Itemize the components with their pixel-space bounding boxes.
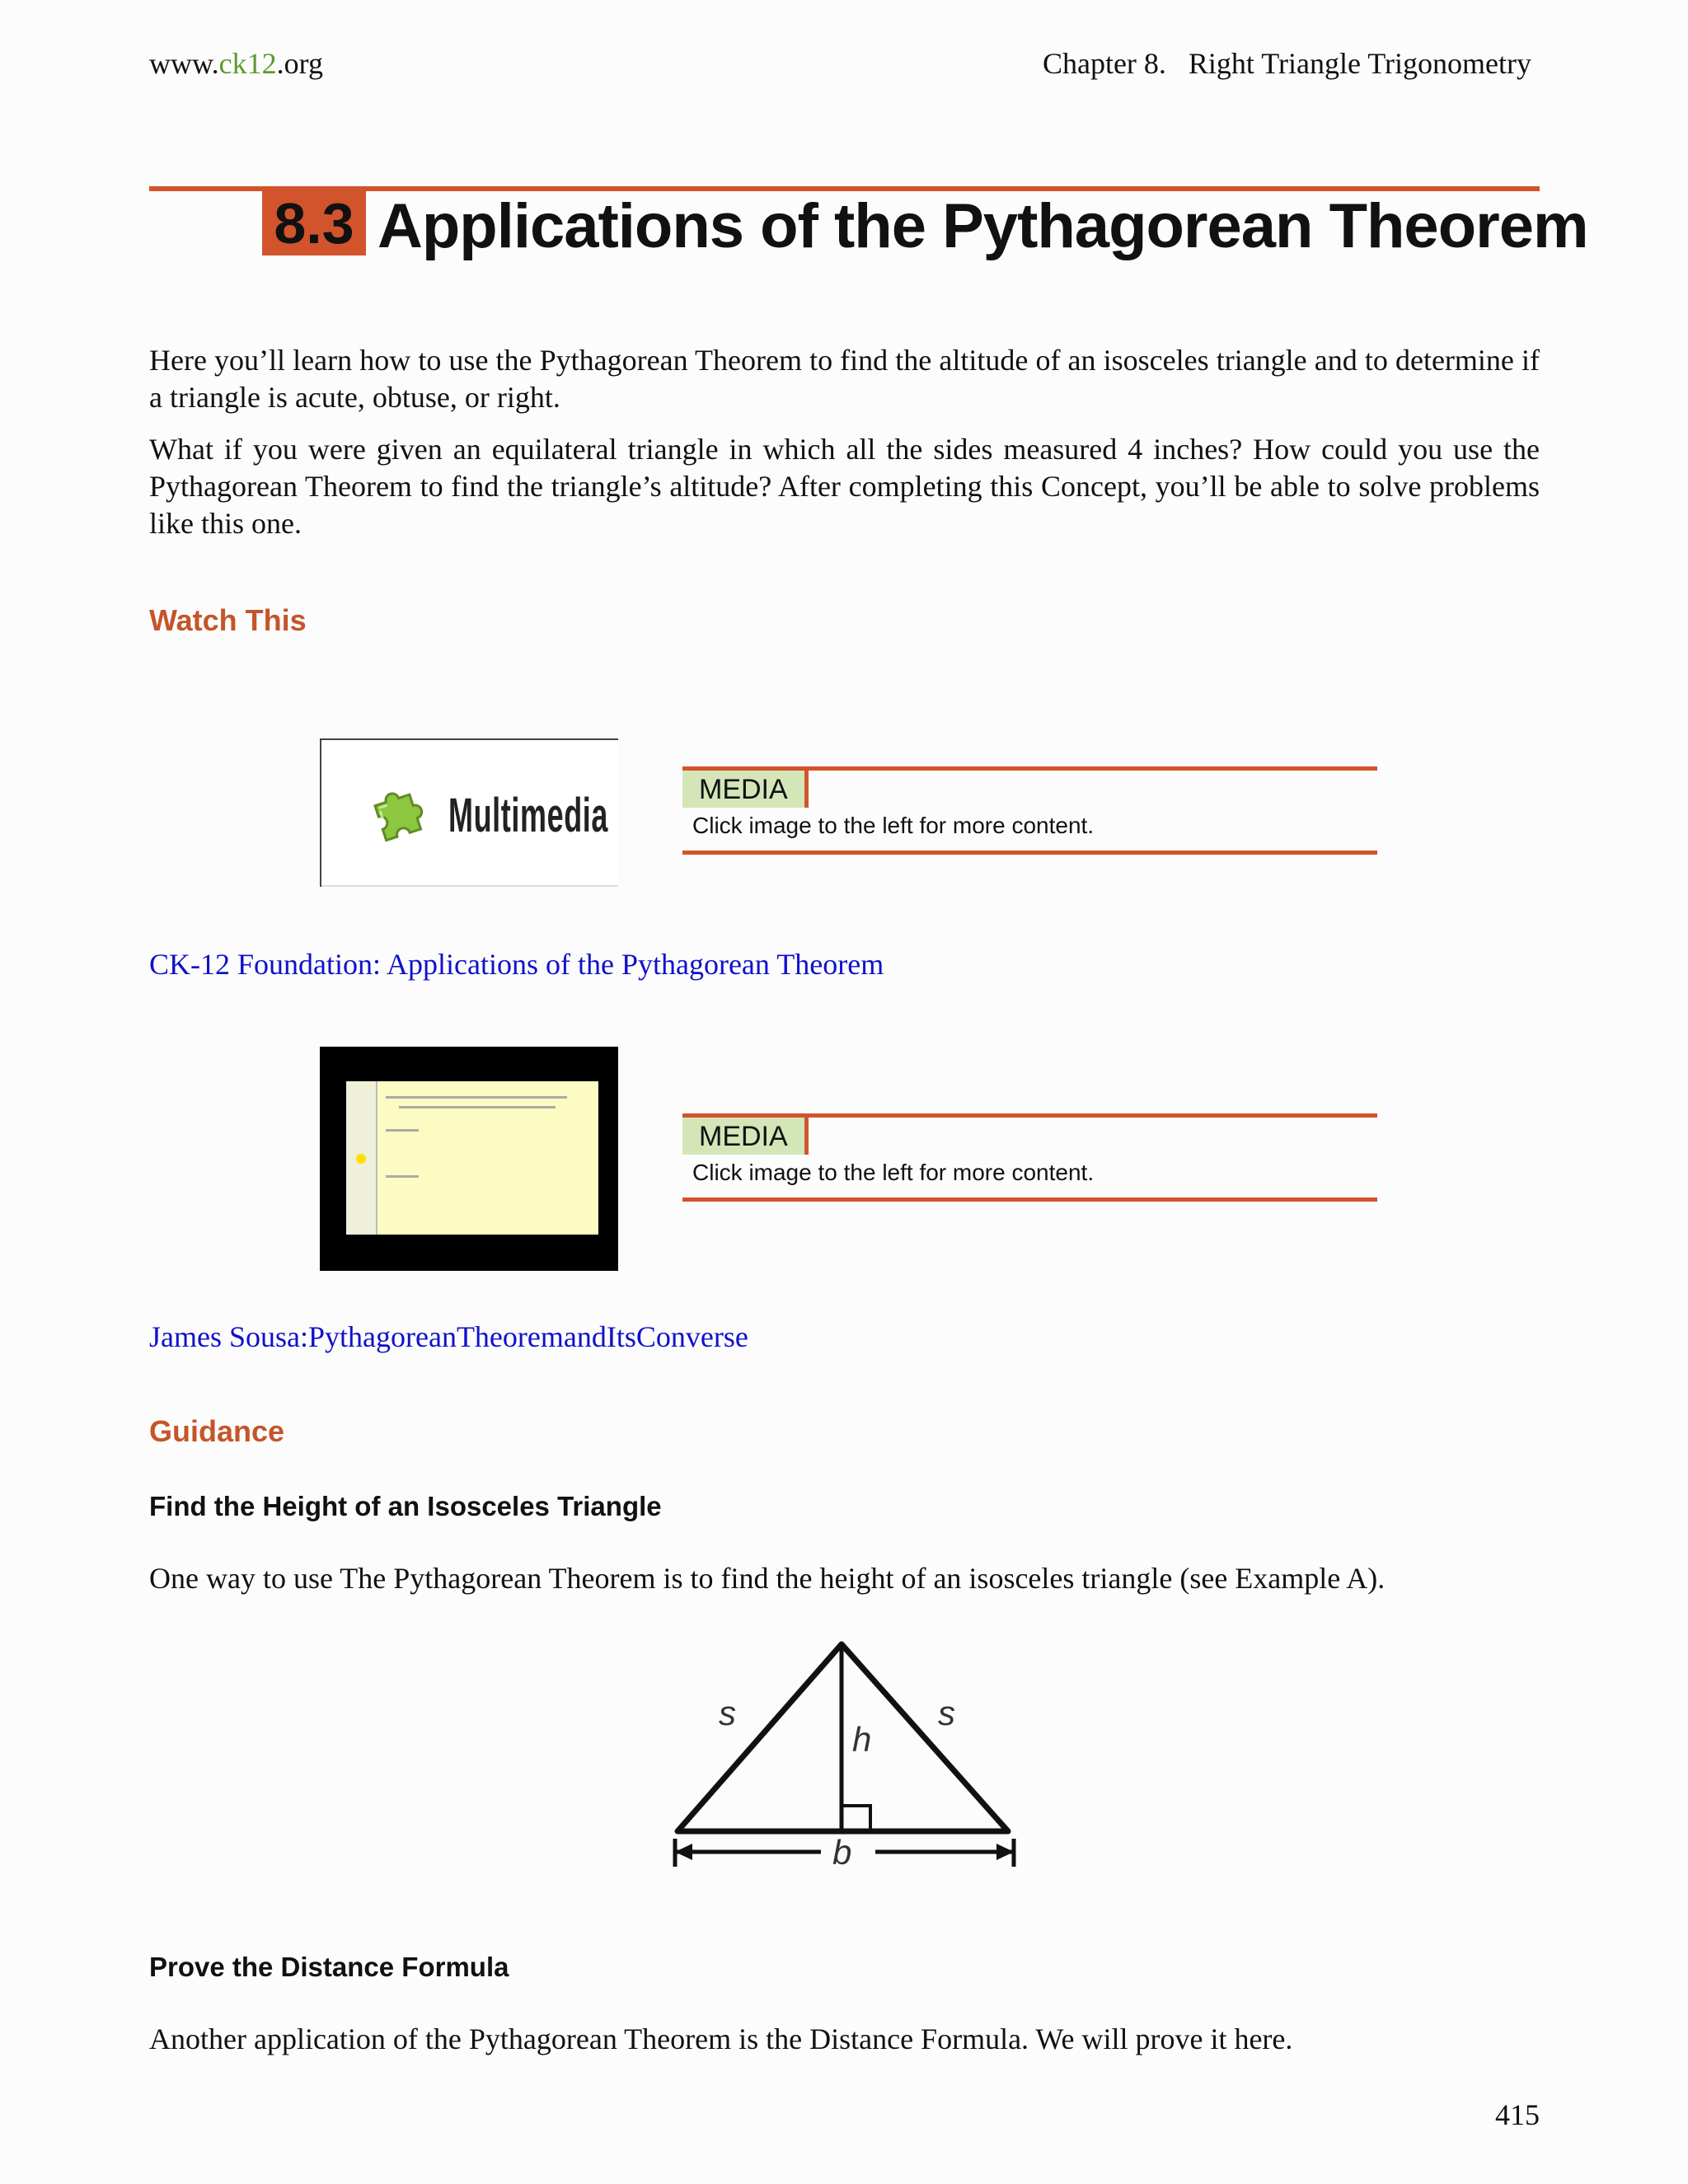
puzzle-piece-icon: [363, 778, 437, 852]
video-screen: [346, 1081, 598, 1235]
multimedia-thumb-text: Multimedia: [448, 789, 609, 842]
video-text-line: [386, 1096, 567, 1099]
subsection-heading-distance: Prove the Distance Formula: [149, 1952, 509, 1982]
height-label: h: [852, 1720, 872, 1759]
media-box-bottom-rule: [682, 1197, 1377, 1202]
cursor-highlight-icon: [356, 1154, 366, 1164]
guidance-heading: Guidance: [149, 1414, 285, 1448]
chapter-header: Chapter 8. Right Triangle Trigonometry: [1042, 47, 1531, 80]
site-url[interactable]: www.ck12.org: [149, 47, 323, 80]
video-thumbnail[interactable]: [320, 1047, 618, 1271]
page-number: 415: [1495, 2098, 1540, 2131]
isosceles-triangle-figure: [659, 1636, 1030, 1883]
intro-paragraph-2: What if you were given an equilateral triangle in which all the sides measured 4 inches? How could you use the Pythagorean Theorem to find the triangle’s altitude? After completing this Concept, you’ll be able to solve problems like this one.: [149, 433, 1540, 540]
ck12-video-link[interactable]: CK-12 Foundation: Applications of the Pythagorean Theorem: [149, 948, 884, 981]
base-label: b: [832, 1833, 852, 1872]
section-title: Applications of the Pythagorean Theorem: [377, 191, 1588, 261]
side-label-right: s: [938, 1694, 955, 1732]
media-caption: Click image to the left for more content.: [692, 813, 1095, 838]
intro-paragraph-1: Here you’ll learn how to use the Pythagorean Theorem to find the altitude of an isosceles triangle and to determine if a triangle is acute, obtuse, or right.: [149, 344, 1540, 414]
media-caption: Click image to the left for more content.: [692, 1160, 1095, 1185]
media-box-2: [682, 1113, 1377, 1202]
video-text-line: [386, 1175, 419, 1178]
media-label: MEDIA: [682, 1118, 809, 1155]
distance-paragraph: Another application of the Pythagorean Theorem is the Distance Formula. We will prove it here.: [149, 2022, 1293, 2055]
thumb-divider: [321, 885, 618, 887]
media-box-bottom-rule: [682, 851, 1377, 855]
video-text-line: [399, 1106, 556, 1108]
video-text-line: [386, 1129, 419, 1132]
subsection-heading-isosceles: Find the Height of an Isosceles Triangle: [149, 1491, 662, 1521]
media-label: MEDIA: [682, 771, 809, 808]
media-box-1: [682, 766, 1377, 855]
watch-this-heading: Watch This: [149, 603, 307, 637]
isosceles-paragraph: One way to use The Pythagorean Theorem is to find the height of an isosceles triangle (see Example A).: [149, 1562, 1386, 1595]
side-label-left: s: [719, 1694, 736, 1732]
section-number: 8.3: [262, 191, 366, 255]
multimedia-thumbnail[interactable]: [320, 738, 618, 887]
sousa-video-link[interactable]: James Sousa:PythagoreanTheoremandItsConverse: [149, 1320, 748, 1353]
